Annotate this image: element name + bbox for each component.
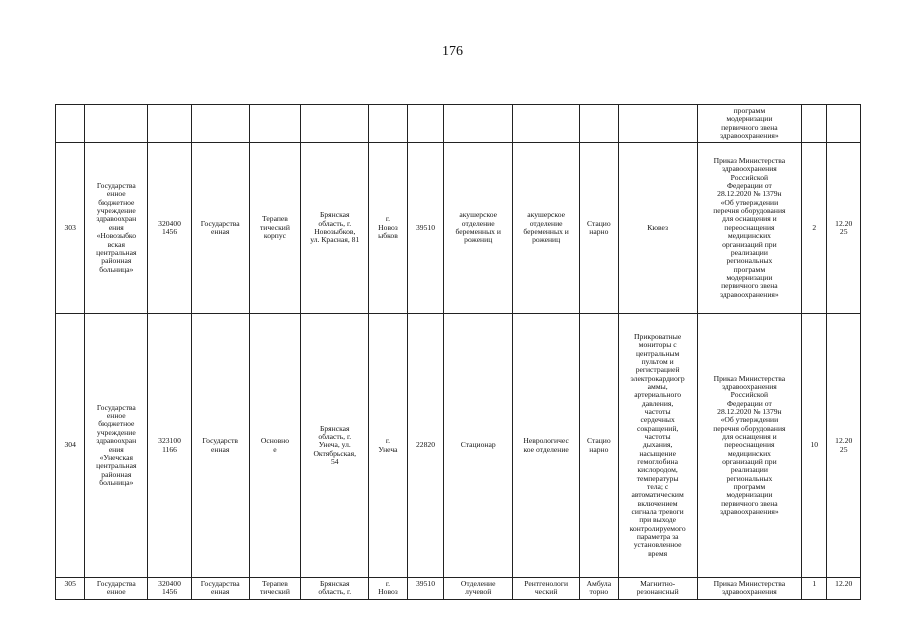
cell-deadline xyxy=(827,314,861,578)
cell-institution xyxy=(85,143,148,314)
cell-address xyxy=(301,105,369,143)
cell-oktmo xyxy=(407,105,443,143)
deadline-text: 12.20 25 xyxy=(835,218,853,236)
institution-text: Государства енное бюджетное учреждение здравоохран ения «Унечская центральная районная больница» xyxy=(96,402,137,487)
cell-regulation xyxy=(697,105,801,143)
cell-deadline xyxy=(827,578,861,600)
number-text: 304 xyxy=(64,440,76,450)
cell-quantity xyxy=(802,105,827,143)
cell-locality xyxy=(369,314,408,578)
oktmo-text: 39510 xyxy=(416,579,435,588)
cell-ownership xyxy=(191,143,249,314)
quantity-text: 10 xyxy=(810,440,819,450)
ownership-text: Государств енная xyxy=(202,436,239,454)
cell-oktmo xyxy=(407,314,443,578)
division-text: акушерское отделение беременных и рожениц xyxy=(455,210,501,245)
cell-ownership xyxy=(191,578,249,600)
cell-division xyxy=(444,105,513,143)
cell-code xyxy=(148,578,192,600)
cell-division xyxy=(444,314,513,578)
cell-department xyxy=(513,314,580,578)
cell-ownership xyxy=(191,105,249,143)
department-text: акушерское отделение беременных и рожениц xyxy=(523,210,569,245)
care-form-text: Стацио нарно xyxy=(587,218,611,236)
address-text: Брянская область, г. xyxy=(318,579,352,597)
cell-institution xyxy=(85,105,148,143)
regulation-text: Приказ Министерства здравоохранения Российской Федерации от 28.12.2020 № 1379н «Об утверждении перечня оборудования для оснащения и переоснащения медицинских организаций при реализации региональных программ модернизации первичного звена здравоохранения» xyxy=(713,156,786,299)
cell-number xyxy=(56,578,85,600)
oktmo-text: 39510 xyxy=(416,222,435,232)
cell-regulation xyxy=(697,578,801,600)
cell-deadline xyxy=(827,143,861,314)
locality-text: г. Новоз xyxy=(378,579,398,597)
cell-deadline xyxy=(827,105,861,143)
building-text: Терапев тический xyxy=(259,579,290,597)
cell-quantity xyxy=(802,314,827,578)
address-text: Брянская область, г. Новозыбков, ул. Красная, 81 xyxy=(310,210,360,245)
cell-code xyxy=(148,105,192,143)
cell-care-form xyxy=(580,143,619,314)
regulation-text: программ модернизации первичного звена здравоохранения» xyxy=(720,105,779,140)
cell-equipment xyxy=(618,105,697,143)
building-text: Основно е xyxy=(260,436,290,454)
equipment-table xyxy=(55,104,861,600)
number-text: 305 xyxy=(64,579,76,588)
cell-locality xyxy=(369,578,408,600)
equipment-text: Кювез xyxy=(647,222,668,232)
code-text: 323100 1166 xyxy=(158,436,181,454)
ownership-text: Государства енная xyxy=(200,579,240,597)
cell-number xyxy=(56,143,85,314)
cell-equipment xyxy=(618,314,697,578)
locality-text: г. Унеча xyxy=(378,436,398,454)
table-row-305 xyxy=(56,578,861,600)
code-text: 320400 1456 xyxy=(158,218,181,236)
ownership-text: Государства енная xyxy=(200,218,240,236)
cell-care-form xyxy=(580,578,619,600)
cell-locality xyxy=(369,105,408,143)
cell-address xyxy=(301,314,369,578)
cell-address xyxy=(301,143,369,314)
cell-department xyxy=(513,143,580,314)
cell-oktmo xyxy=(407,578,443,600)
department-text: Рентгенологи ческий xyxy=(524,579,569,597)
cell-care-form xyxy=(580,314,619,578)
cell-building xyxy=(249,105,301,143)
oktmo-text: 22820 xyxy=(416,440,435,450)
page-number: 176 xyxy=(442,44,463,59)
cell-regulation xyxy=(697,143,801,314)
regulation-text: Приказ Министерства здравоохранения Российской Федерации от 28.12.2020 № 1379н «Об утверждении перечня оборудования для оснащения и переоснащения медицинских организаций при реализации региональных программ модернизации первичного звена здравоохранения» xyxy=(713,373,786,517)
cell-institution xyxy=(85,578,148,600)
cell-building xyxy=(249,314,301,578)
cell-ownership xyxy=(191,314,249,578)
department-text: Неврологичес кое отделение xyxy=(523,436,569,454)
cell-oktmo xyxy=(407,143,443,314)
cell-division xyxy=(444,143,513,314)
cell-quantity xyxy=(802,578,827,600)
locality-text: г. Новоз ыбков xyxy=(378,214,398,241)
cell-division xyxy=(444,578,513,600)
cell-code xyxy=(148,143,192,314)
cell-address xyxy=(301,578,369,600)
cell-equipment xyxy=(618,578,697,600)
cell-institution xyxy=(85,314,148,578)
cell-building xyxy=(249,578,301,600)
cell-department xyxy=(513,578,580,600)
deadline-text: 12.20 xyxy=(835,579,853,588)
cell-building xyxy=(249,143,301,314)
cell-department xyxy=(513,105,580,143)
cell-care-form xyxy=(580,105,619,143)
quantity-text: 2 xyxy=(812,222,817,232)
cell-number xyxy=(56,314,85,578)
division-text: Стационар xyxy=(460,440,496,450)
cell-regulation xyxy=(697,314,801,578)
institution-text: Государства енное бюджетное учреждение здравоохран ения «Новозыбко вская центральная районная больница» xyxy=(96,181,137,274)
cell-number xyxy=(56,105,85,143)
cell-equipment xyxy=(618,143,697,314)
care-form-text: Стацио нарно xyxy=(587,436,611,454)
cell-locality xyxy=(369,143,408,314)
cell-code xyxy=(148,314,192,578)
number-text: 303 xyxy=(64,222,76,232)
table-row-304 xyxy=(56,314,861,578)
cell-quantity xyxy=(802,143,827,314)
equipment-text: Магнитно- резонансный xyxy=(636,579,679,597)
care-form-text: Амбула торно xyxy=(586,579,612,597)
institution-text: Государства енное xyxy=(96,579,136,597)
code-text: 320400 1456 xyxy=(158,579,181,597)
quantity-text: 1 xyxy=(812,579,817,588)
address-text: Брянская область, г. Унеча, ул. Октябрьская, 54 xyxy=(313,423,357,467)
deadline-text: 12.20 25 xyxy=(835,436,853,454)
table-row-continued xyxy=(56,105,861,143)
regulation-text: Приказ Министерства здравоохранения xyxy=(713,579,786,597)
division-text: Отделение лучевой xyxy=(460,579,496,597)
table-row-303 xyxy=(56,143,861,314)
building-text: Терапев тический корпус xyxy=(259,214,290,241)
equipment-text: Прикроватные мониторы с центральным пультом и регистрацией электрокардиогр аммы, артериального давления, частоты сердечных сокращений, частоты дыхания, насыщение гемоглобина кислородом, температуры тела; с автоматическим включением сигнала тревоги при выходе контролируемого параметра за установленное время xyxy=(629,331,686,558)
